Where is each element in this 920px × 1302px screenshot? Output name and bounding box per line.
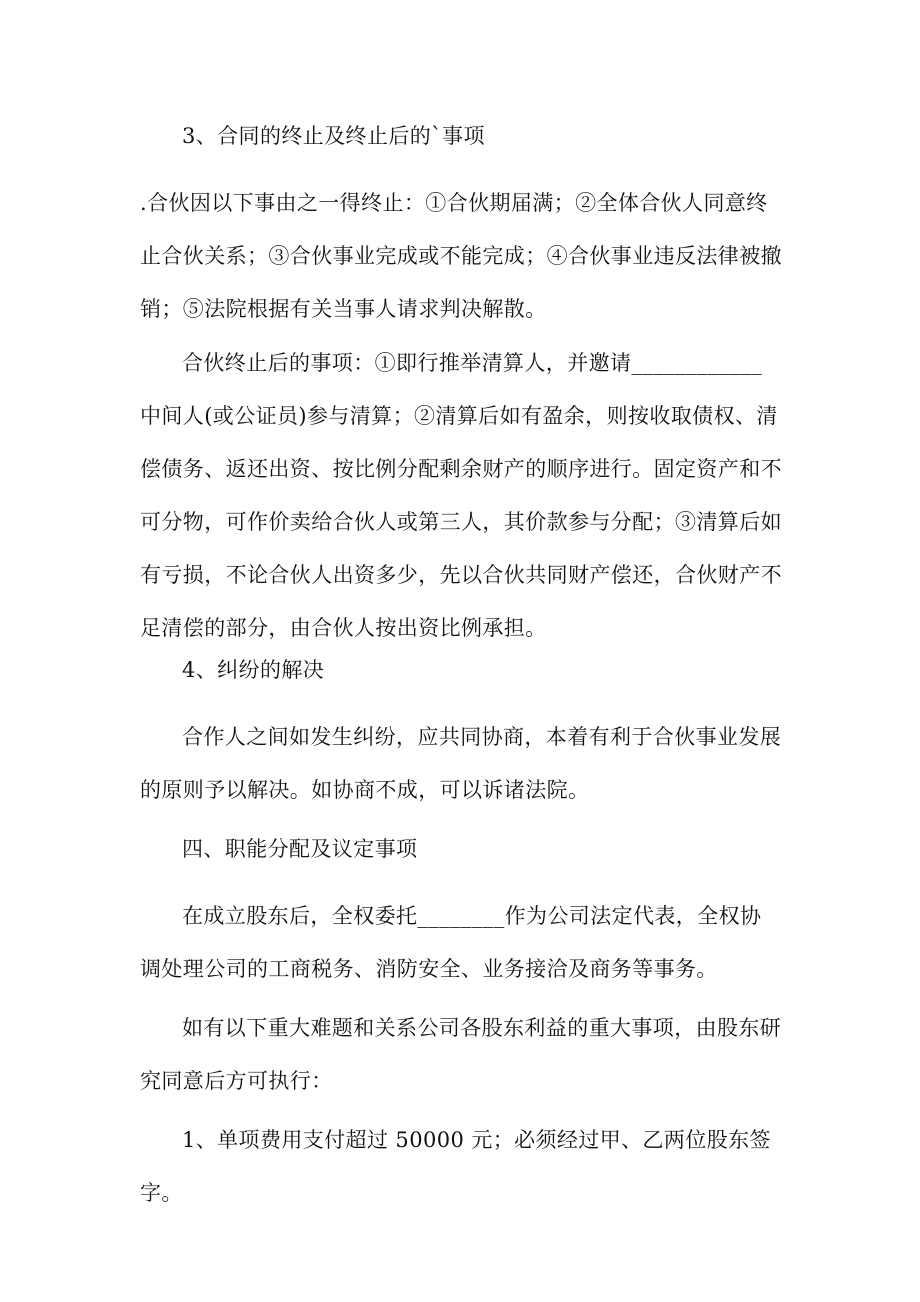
paragraph-major-matters: 如有以下重大难题和关系公司各股东利益的重大事项，由股东研究同意后方可执行：	[140, 1016, 782, 1093]
intermediary-blank: ____________	[631, 351, 763, 375]
representative-blank: ________	[417, 904, 505, 928]
heading-termination: 3、合同的终止及终止后的`事项	[182, 124, 485, 148]
post-termination-text-a: 合伙终止后的事项：①即行推举清算人，并邀请	[182, 351, 632, 375]
paragraph-post-termination	[140, 337, 782, 655]
post-termination-text-b: 中间人(或公证员)参与清算；②清算后如有盈余，则按收取债权、清偿债务、返还出资、按比例分配剩余财产的顺序进行。固定资产和不可分物，可作价卖给合伙人或第三人，其价款参与分配；③清算后如有亏损，不论合伙人出资多少，先以合伙共同财产偿还，合伙财产不足清偿的部分，由合伙人按出资比例承担。	[140, 404, 782, 640]
paragraph-legal-representative	[140, 890, 782, 996]
heading-dispute-resolution: 4、纠纷的解决	[182, 658, 325, 682]
paragraph-dispute-resolution: 合作人之间如发生纠纷，应共同协商，本着有利于合伙事业发展的原则予以解决。如协商不成，可以诉诸法院。	[140, 725, 782, 802]
heading-section-four: 四、职能分配及议定事项	[182, 837, 418, 861]
paragraph-termination-causes: .合伙因以下事由之一得终止：①合伙期届满；②全体合伙人同意终止合伙关系；③合伙事业完成或不能完成；④合伙事业违反法律被撤销；⑤法院根据有关当事人请求判决解散。	[140, 191, 782, 321]
legal-representative-text-a: 在成立股东后，全权委托	[182, 904, 418, 928]
legal-representative-text-b: 作为公司法定代表，全权协调处理公司的工商税务、消防安全、业务接洽及商务等事务。	[140, 904, 762, 981]
list-item-expense-limit: 1、单项费用支付超过 50000 元；必须经过甲、乙两位股东签字。	[140, 1128, 771, 1205]
